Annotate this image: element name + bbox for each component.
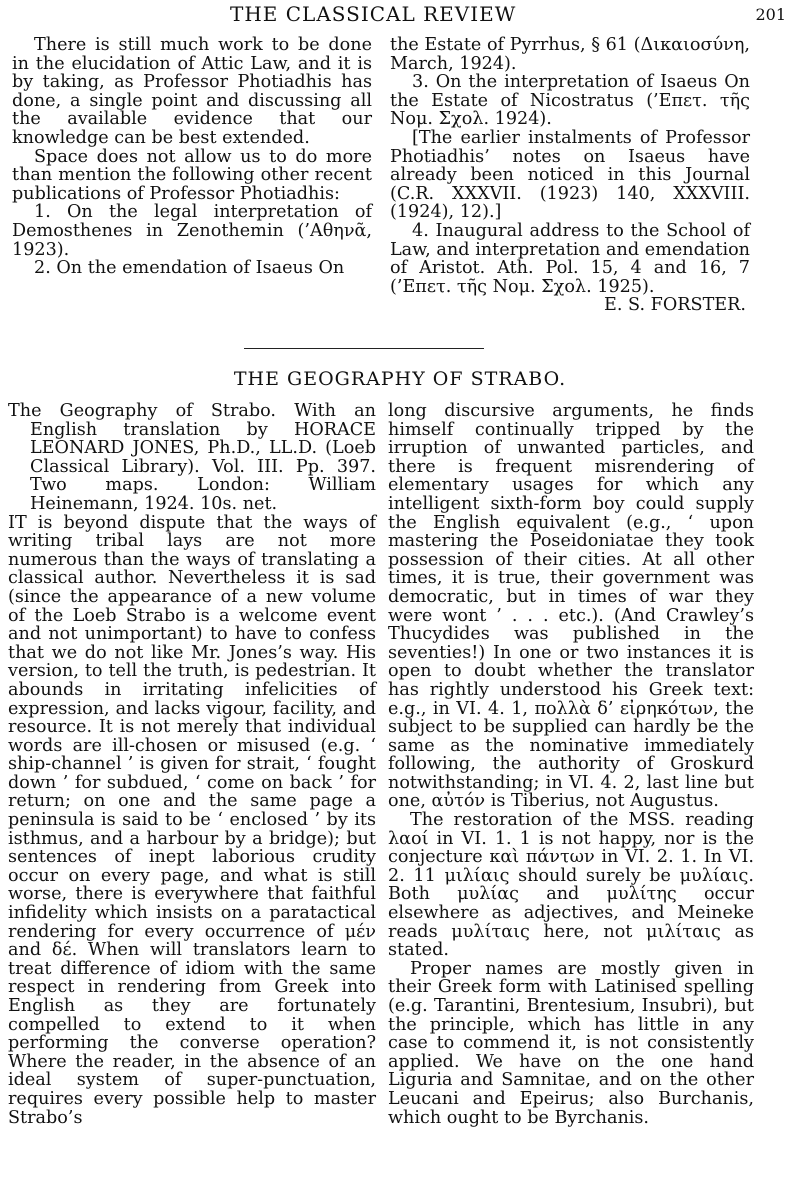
- paragraph: The restoration of the MSS. reading λαοί in VI. 1. 1 is not happy, nor is the conjecture καὶ πάντων in VI. 2. 1. In VI. 2. 11 μιλίαις should surely be μυλίαις. Both μυλίας and μυλίτης occur elsewhere as adjectives, and Meineke reads μυλίταις here, not μιλίταις as stated.: [388, 810, 754, 961]
- page-header: [0, 2, 800, 26]
- paragraph: Space does not allow us to do more than mention the following other recent publications of Professor Photiadhis:: [12, 146, 372, 204]
- running-title: THE CLASSICAL REVIEW: [230, 2, 517, 26]
- editorial-note: [The earlier instalments of Professor Photiadhis’ notes on Isaeus have already been noticed in this Journal (C.R. XXXVII. (1923) 140, XXXVIII. (1924), 12).]: [390, 127, 750, 223]
- list-item: 3. On the interpretation of Isaeus On the Estate of Nicostratus (’Επετ. τῆς Νομ. Σχολ. 1924).: [390, 72, 750, 130]
- top-left-column: [12, 36, 372, 278]
- paragraph: IT is beyond dispute that the ways of writing tribal lays are not more numerous than the ways of translating a classical author. Nevertheless it is sad (since the appearance of a new volume of the Loeb Strabo is a welcome event and not unimportant) to have to confess that we do not like Mr. Jones’s way. His version, to tell the truth, is pedestrian. It abounds in irritating infelicities of expression, and lacks vigour, facility, and resource. It is not merely that individual words are ill-chosen or misused (e.g. ‘ ship-channel ’ is given for strait, ‘ fought down ’ for subdued, ‘ come on back ’ for return; on one and the same page a peninsula is said to be ‘ enclosed ’ by its isthmus, and a harbour by a bridge); but sentences of inept laborious crudity occur on every page, and what is still worse, there is everywhere that faithful infidelity which insists on a paratactical rendering for every occurrence of μέν and δέ. When will translators learn to treat difference of idiom with the same respect in rendering from Greek into English as they are fortunately compelled to extend to it when performing the converse operation? Where the reader, in the absence of an ideal system of super-punctuation, requires every possible help to master Strabo’s: [8, 512, 376, 1128]
- paragraph: There is still much work to be done in the elucidation of Attic Law, and it is by taking, as Professor Photiadhis has done, a single point and discussing all the available evidence that our knowledge can be best extended.: [12, 35, 372, 148]
- list-item: 2. On the emendation of Isaeus On: [34, 258, 345, 279]
- author-signature: E. S. FORSTER.: [604, 295, 746, 316]
- list-item: 1. On the legal interpretation of Demosthenes in Zenothemin (’Αθηνᾶ, 1923).: [12, 202, 372, 260]
- paragraph-continuation: the Estate of Pyrrhus, § 61 (Δικαιοσύνη, March, 1924).: [390, 35, 750, 74]
- page-number: 201: [755, 5, 786, 24]
- paragraph-continuation: long discursive arguments, he finds himself continually tripped by the irruption of unwanted particles, and there is frequent misrendering of elementary usages for which any intelligent sixth-form boy could supply the English equivalent (e.g., ‘ upon mastering the Poseidoniatae they took possession of their cities. At all other times, it is true, their government was democratic, but in times of war they were wont ’ . . . etc.). (And Crawley’s Thucydides was published in the seventies!) In one or two instances it is open to doubt whether the translator has rightly understood his Greek text: e.g., in VI. 4. 1, πολλὰ δ’ εἰρηκότων, the subject to be supplied can hardly be the same as the nominative immediately following, the authority of Groskurd notwithstanding; in VI. 4. 2, last line but one, αὐτόν is Tiberius, not Augustus.: [388, 401, 754, 812]
- review-right-column: [388, 402, 754, 1127]
- section-divider: [244, 348, 484, 349]
- top-right-column: [390, 36, 750, 315]
- review-left-column: [8, 402, 376, 1127]
- list-item: 4. Inaugural address to the School of Law, and interpretation and emendation of Aristot. Ath. Pol. 15, 4 and 16, 7 (’Επετ. τῆς Νομ. Σχολ. 1925).: [390, 220, 750, 297]
- section-title: THE GEOGRAPHY OF STRABO.: [233, 368, 567, 390]
- paragraph: Proper names are mostly given in their Greek form with Latinised spelling (e.g. Tarantini, Brentesium, Insubri), but the principle, which has little in any case to commend it, is not consistently applied. We have on the one hand Liguria and Samnitae, and on the other Leucani and Epeirus; also Burchanis, which ought to be Byrchanis.: [388, 958, 754, 1128]
- book-citation: The Geography of Strabo. With an English translation by HORACE LEONARD JONES, Ph.D., LL.D. (Loeb Classical Library). Vol. III. Pp. 397. Two maps. London: William Heinemann, 1924. 10s. net.: [8, 401, 376, 514]
